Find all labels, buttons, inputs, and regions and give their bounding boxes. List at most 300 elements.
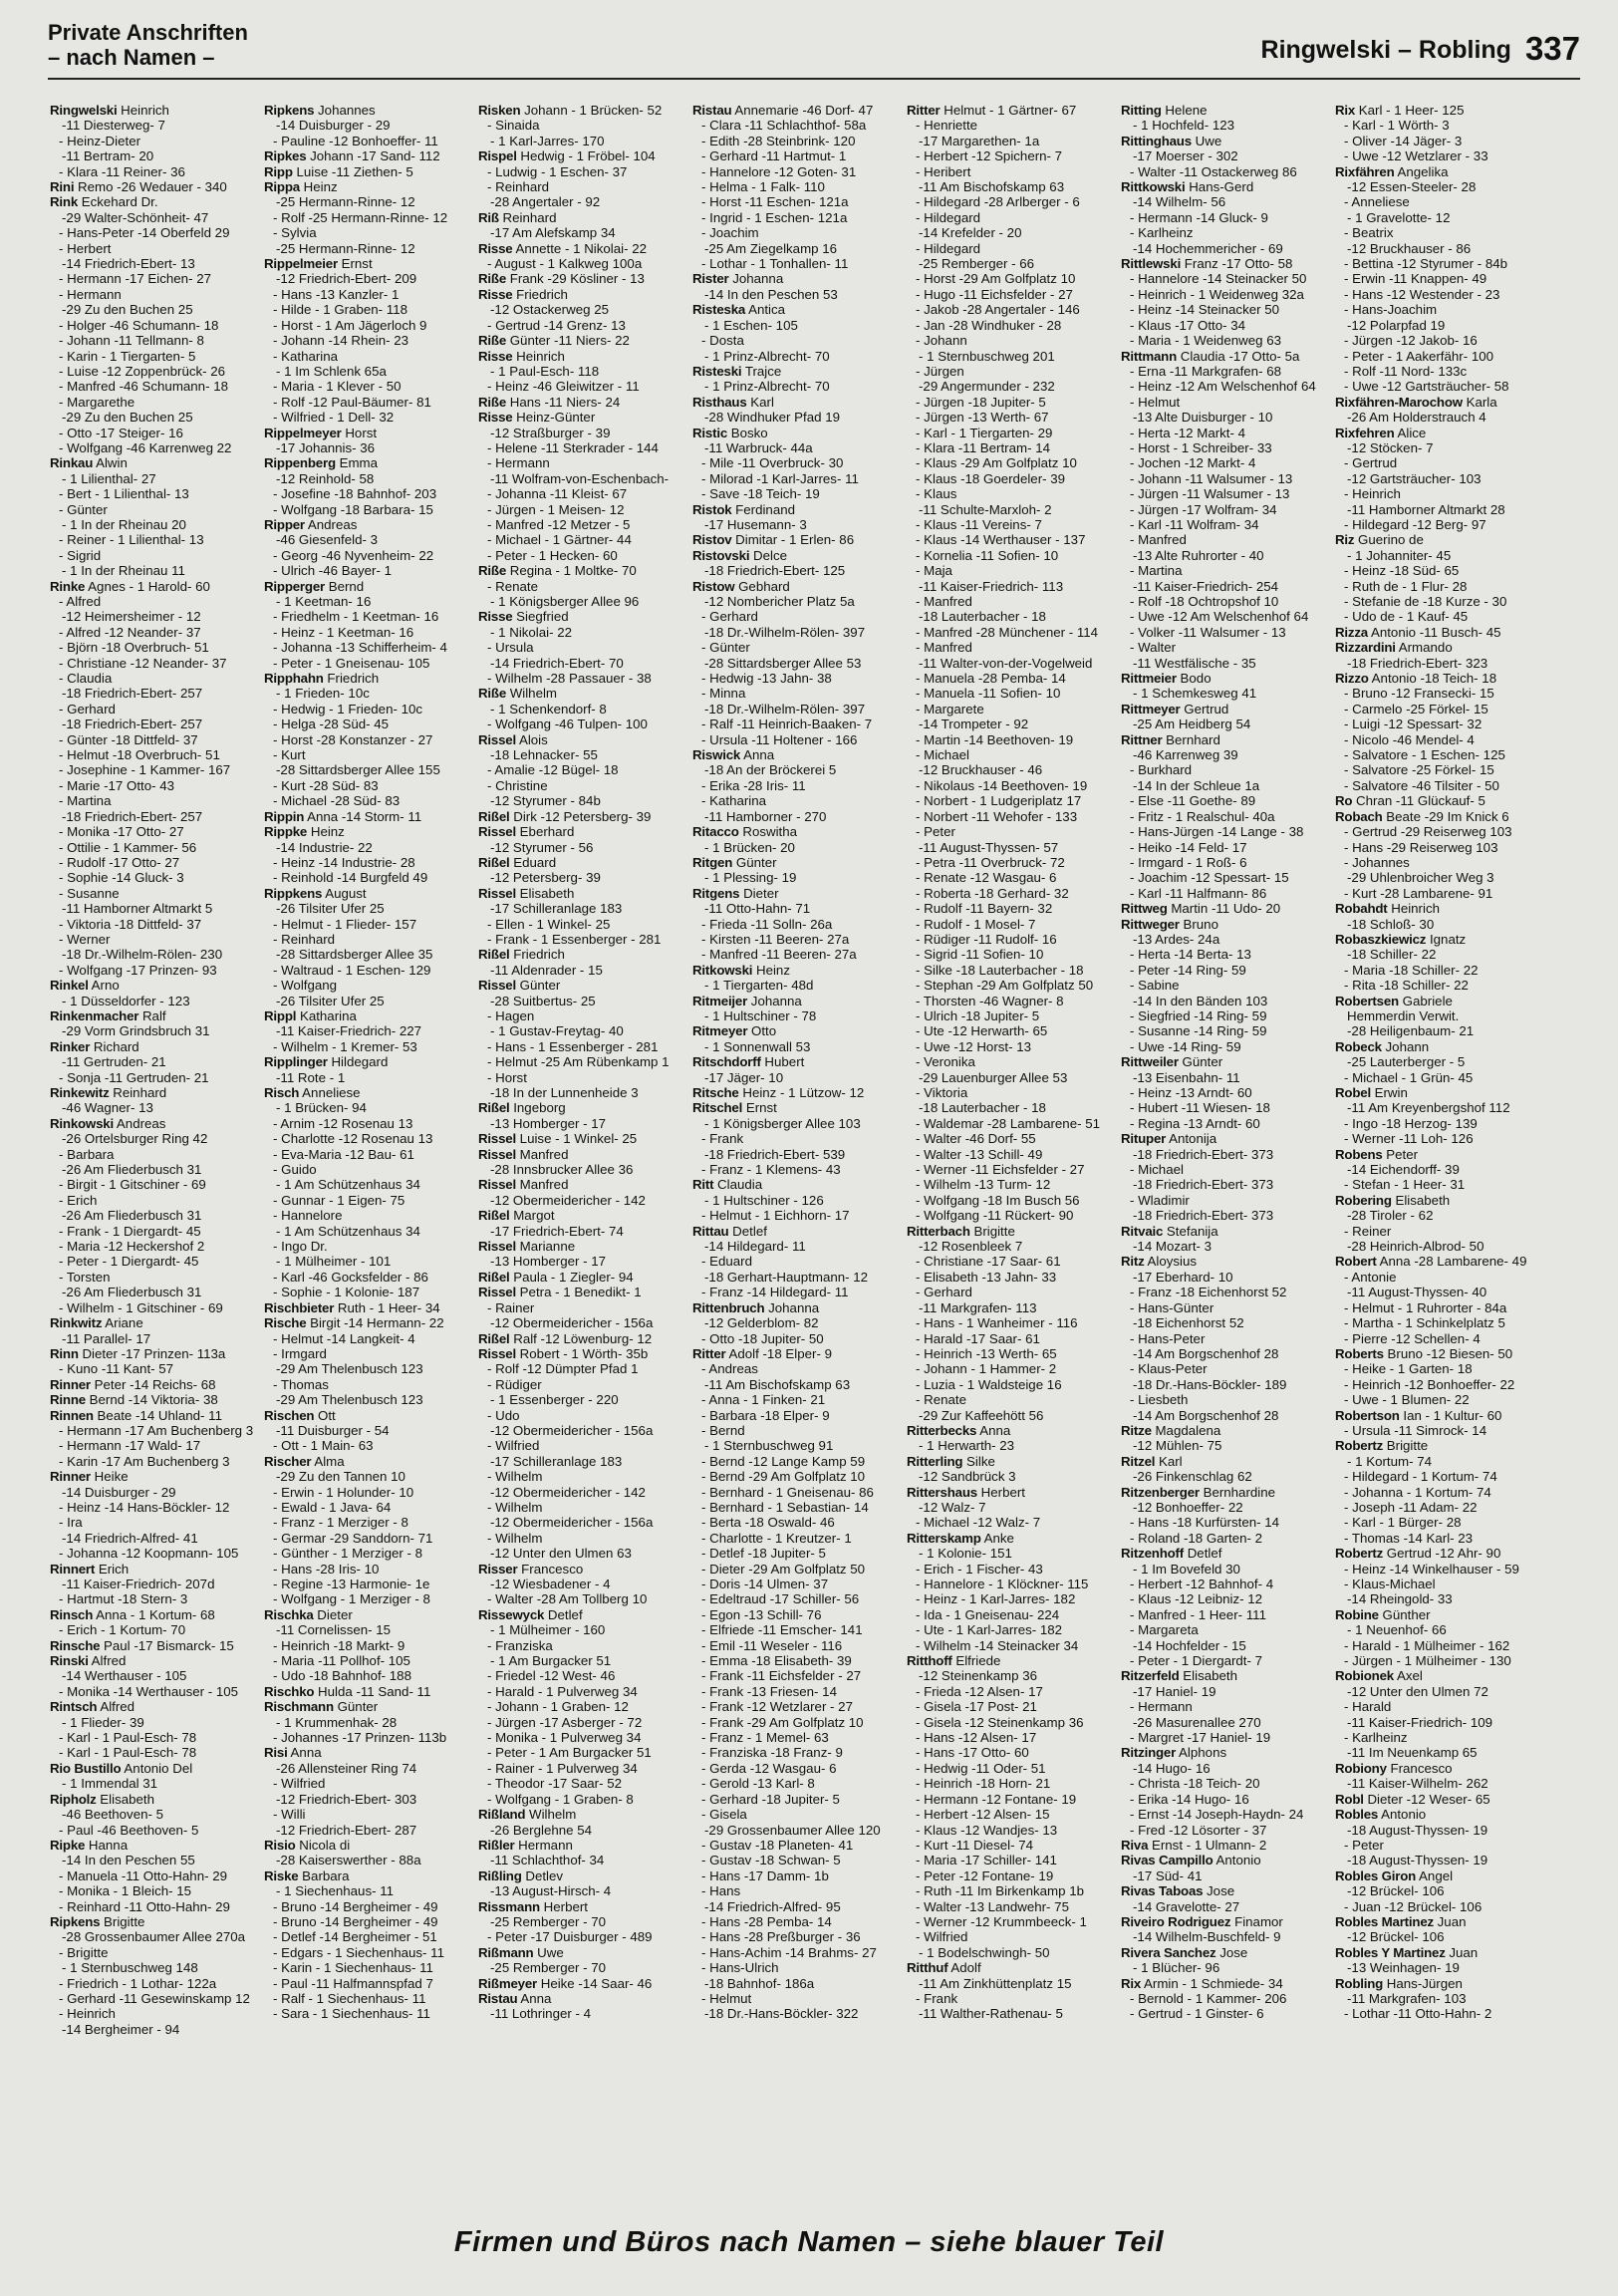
surname-entry (1121, 134, 1335, 148)
address-line: -12 Unter den Ulmen 72 (1347, 1683, 1488, 1699)
continuation-entry: - Alfred (59, 594, 102, 609)
address-line: - 1 Gravelotte- 12 (1347, 209, 1451, 225)
entry-text: Eckehard Dr. (78, 194, 158, 210)
surname-entry (692, 502, 907, 517)
surname-entry (1335, 1039, 1549, 1054)
surname: Robles Y Martinez (1335, 1944, 1446, 1960)
address-line: - 1 Prinz-Albrecht- 70 (704, 379, 830, 395)
entry-text: Reinhard (109, 1085, 167, 1100)
entry-text: Hans -11 Niers- 24 (506, 394, 621, 410)
surname-entry (1121, 1914, 1335, 1929)
address-line: -11 Am Zinkhüttenplatz 15 (919, 1975, 1072, 1991)
surname-entry (1121, 256, 1335, 271)
continuation-entry: - Karin - 1 Tiergarten- 5 (59, 348, 196, 364)
continuation-entry: - Frank -29 Am Golfplatz 10 (701, 1714, 864, 1730)
surname: Ristic (692, 425, 728, 440)
entry-text: Bosko (727, 425, 768, 440)
continuation-entry: - Ursula -11 Simrock- 14 (1344, 1422, 1487, 1438)
address-line: -18 Friedrich-Ebert- 373 (1133, 1177, 1274, 1193)
surname: Rivera Sanchez (1121, 1944, 1216, 1960)
surname: Rittau (692, 1223, 729, 1239)
address-line: -11 Markgrafen- 113 (919, 1299, 1037, 1315)
continuation-entry: - Claudia (59, 671, 113, 687)
continuation-entry: - Hans-Jürgen -14 Lange - 38 (1130, 824, 1304, 840)
continuation-entry: - Gerhard (59, 701, 116, 717)
surname: Ristau (692, 103, 732, 118)
continuation-entry: - Wilfried (487, 1438, 540, 1454)
continuation-entry: - Hans -12 Westender - 23 (1344, 286, 1500, 302)
surname-entry (1121, 1853, 1335, 1867)
surname-entry (478, 1239, 692, 1254)
entry-text: Claudia (713, 1177, 763, 1193)
continuation-entry: - Erika -14 Hugo- 16 (1130, 1791, 1249, 1807)
surname-entry (1121, 671, 1335, 686)
continuation-entry: - Helmut (1130, 394, 1181, 410)
entry-text: Anna (976, 1422, 1011, 1438)
entry-text: Erwin (1370, 1085, 1408, 1100)
entry-text: Detlef (728, 1223, 767, 1239)
continuation-entry: - Gerhard (916, 1285, 972, 1300)
surname-entry (264, 1699, 478, 1714)
continuation-entry: - Juan -12 Brückel- 106 (1344, 1898, 1483, 1914)
continuation-entry: - Amalie -12 Bügel- 18 (487, 762, 619, 778)
address-line: -29 Uhlenbroicher Weg 3 (1347, 870, 1494, 886)
continuation-entry: - Wilhelm -14 Steinacker 34 (916, 1637, 1079, 1653)
entry-text: Bruno -12 Biesen- 50 (1383, 1345, 1513, 1361)
surname-entry (1335, 1945, 1549, 1960)
entry-text: Franz -17 Otto- 58 (1181, 256, 1293, 272)
continuation-entry: - Peter -12 Fontane- 19 (916, 1867, 1054, 1883)
entry-text: Birgit -14 Hermann- 22 (306, 1315, 444, 1331)
continuation-entry: - Detlef -18 Jupiter- 5 (701, 1546, 826, 1562)
surname: Rixfehren (1335, 425, 1395, 440)
continuation-entry: - Andreas (701, 1361, 758, 1377)
surname: Riße (478, 563, 507, 579)
continuation-entry: - Luise -12 Zoppenbrück- 26 (59, 363, 226, 379)
continuation-entry: - Manfred -46 Schumann- 18 (59, 379, 228, 395)
continuation-entry: - Jan -28 Windhuker - 28 (916, 317, 1062, 333)
entry-text: Dimitar - 1 Erlen- 86 (731, 532, 855, 548)
address-line: -12 Bonhoeffer- 22 (1133, 1499, 1243, 1515)
continuation-entry: - Salvatore - 1 Eschen- 125 (1344, 747, 1505, 763)
continuation-entry: - Carmelo -25 Förkel- 15 (1344, 701, 1488, 717)
continuation-entry: - Johann - 1 Graben- 12 (487, 1699, 629, 1715)
page-header (48, 20, 1580, 80)
surname-entry (264, 179, 478, 194)
address-line: -14 Gravelotte- 27 (1133, 1898, 1240, 1914)
address-line: -29 Grossenbaumer Allee 120 (704, 1822, 881, 1838)
surname-entry (692, 302, 907, 317)
address-line: -17 Eberhard- 10 (1133, 1269, 1233, 1285)
continuation-entry: - Manuela -28 Pemba- 14 (916, 671, 1066, 687)
surname-entry (478, 1208, 692, 1223)
continuation-entry: - Thomas (273, 1376, 329, 1392)
surname: Rißling (478, 1867, 522, 1883)
continuation-entry: - Peter - 1 Diergardt- 45 (59, 1254, 199, 1270)
continuation-entry: - Frieda -11 Solln- 26a (701, 916, 833, 932)
surname: Ritzerfeld (1121, 1668, 1180, 1684)
continuation-entry: - Gustav -18 Schwan- 5 (701, 1853, 841, 1868)
entry-text: Anneliese (299, 1085, 361, 1100)
continuation-entry: - Bruno -14 Bergheimer - 49 (273, 1913, 438, 1929)
continuation-entry: - Michael (916, 747, 969, 763)
surname-entry (1121, 732, 1335, 747)
address-line: -14 In den Peschen 53 (704, 286, 838, 302)
surname: Rix (1121, 1975, 1142, 1991)
entry-text: Dieter -17 Prinzen- 113a (78, 1345, 226, 1361)
surname-entry (1335, 1193, 1549, 1208)
surname-entry (264, 809, 478, 824)
address-line: - 1 Schenkendorf- 8 (490, 701, 607, 717)
continuation-entry: - Charlotte -12 Rosenau 13 (273, 1131, 433, 1147)
surname-entry (264, 886, 478, 901)
entry-text: Agnes - 1 Harold- 60 (85, 578, 210, 594)
address-line: -14 Am Borgschenhof 28 (1133, 1407, 1279, 1423)
continuation-entry: - Harald - 1 Pulverweg 34 (487, 1683, 638, 1699)
continuation-entry: - Uwe -12 Am Welschenhof 64 (1130, 609, 1309, 625)
directory-column (1335, 103, 1549, 2211)
continuation-entry: - Gerda -12 Wasgau- 6 (701, 1760, 837, 1776)
continuation-entry: - Karl -46 Gocksfelder - 86 (273, 1269, 428, 1285)
entry-text: Beate -14 Uhland- 11 (93, 1407, 222, 1423)
address-line: -26 Am Fliederbusch 31 (62, 1208, 202, 1224)
continuation-entry: - Renate (487, 578, 538, 594)
address-line: -18 Gerhart-Hauptmann- 12 (704, 1269, 869, 1285)
address-line: -28 Kaiserswerther - 88a (276, 1853, 421, 1868)
surname-entry (1335, 1438, 1549, 1453)
surname: Robles (1335, 1807, 1379, 1823)
entry-text: Marianne (515, 1239, 576, 1255)
surname: Rinkewitz (50, 1085, 110, 1100)
surname: Robahdt (1335, 901, 1388, 917)
continuation-entry: - Heike - 1 Garten- 18 (1344, 1361, 1473, 1377)
entry-text: Johanna (747, 993, 802, 1008)
surname-entry (478, 1945, 692, 1960)
continuation-entry: - Martina (1130, 563, 1183, 579)
section-title-line2: – nach Namen – (48, 45, 215, 70)
surname-entry (478, 210, 692, 225)
continuation-entry: - Ruth de - 1 Flur- 28 (1344, 578, 1468, 594)
continuation-entry: - Rudolf -11 Bayern- 32 (916, 901, 1053, 917)
continuation-entry: - Jürgen - 1 Meisen- 12 (487, 501, 625, 517)
entry-text: Reinhard (498, 209, 557, 225)
continuation-entry: - Herta -14 Berta- 13 (1130, 947, 1251, 963)
entry-text: Elisabeth (1391, 1192, 1451, 1208)
address-line: -18 Friedrich-Ebert- 323 (1347, 655, 1488, 671)
entry-text: Antonio Del (121, 1760, 193, 1776)
address-line: -14 Eichendorff- 39 (1347, 1162, 1460, 1178)
surname: Ritz (1121, 1254, 1145, 1270)
continuation-entry: - Ruth -11 Im Birkenkamp 1b (916, 1883, 1084, 1899)
address-line: -14 Hildegard- 11 (704, 1239, 806, 1255)
entry-text: Antica (745, 302, 786, 318)
continuation-entry: - Kirsten -11 Beeren- 27a (701, 931, 850, 947)
address-line: -11 August-Thyssen- 40 (1347, 1285, 1487, 1300)
address-line: -17 Johannis- 36 (276, 439, 376, 455)
continuation-entry: - Erich - 1 Kortum- 70 (59, 1622, 186, 1638)
continuation-entry: - Holger -46 Schumann- 18 (59, 317, 219, 333)
surname-entry (50, 1699, 264, 1714)
entry-text: Aloysius (1144, 1254, 1198, 1270)
continuation-entry: - Klaus -12 Wandjes- 13 (916, 1822, 1058, 1838)
surname: Rix (1335, 103, 1356, 118)
surname: Robeck (1335, 1038, 1382, 1054)
address-line: -14 Duisburger - 29 (62, 1484, 176, 1500)
continuation-entry: - Luigi -12 Spessart- 32 (1344, 717, 1483, 732)
continuation-entry: - Helga -28 Süd- 45 (273, 717, 390, 732)
surname-entry (907, 1485, 1121, 1500)
continuation-entry: - Manfred -11 Beeren- 27a (701, 947, 857, 963)
continuation-entry: - Heinz -14 Steinacker 50 (1130, 302, 1280, 318)
entry-text: Barbara (298, 1867, 350, 1883)
continuation-entry: - Rainer - 1 Pulverweg 34 (487, 1760, 638, 1776)
surname: Rittmeier (1121, 671, 1177, 687)
continuation-entry: - Günter -18 Dittfeld- 37 (59, 731, 198, 747)
surname-entry (50, 1761, 264, 1776)
continuation-entry: - Reinhard -11 Otto-Hahn- 29 (59, 1898, 230, 1914)
continuation-entry: - Maja (916, 563, 952, 579)
surname-entry (907, 1454, 1121, 1469)
continuation-entry: - Herbert -12 Bahnhof- 4 (1130, 1577, 1274, 1591)
entry-text: Beate -29 Im Knick 6 (1382, 808, 1509, 824)
continuation-entry: - Uwe -12 Gartsträucher- 58 (1344, 379, 1509, 395)
continuation-entry: - Jürgen - 1 Mülheimer - 130 (1344, 1653, 1511, 1669)
surname-entry (478, 1899, 692, 1914)
surname: Rißmeyer (478, 1975, 538, 1991)
surname: Rißler (478, 1837, 515, 1853)
address-line: -17 Am Alefskamp 34 (490, 225, 616, 241)
surname: Rinkenmacher (50, 1007, 139, 1023)
address-line: - 1 Blücher- 96 (1133, 1960, 1220, 1976)
continuation-entry: - Viktoria -18 Dittfeld- 37 (59, 916, 202, 932)
continuation-entry: - Ellen - 1 Winkel- 25 (487, 916, 611, 932)
address-line: -28 Innsbrucker Allee 36 (490, 1162, 634, 1178)
entry-text: Herbert (976, 1484, 1025, 1500)
continuation-entry: - Ingo -18 Herzog- 139 (1344, 1115, 1478, 1131)
entry-text: Heike (90, 1469, 129, 1485)
surname: Ristau (478, 1990, 518, 2006)
entry-text: Katharina (296, 1007, 357, 1023)
surname: Ritter (692, 1345, 726, 1361)
continuation-entry: - Hans -29 Reiserweg 103 (1344, 839, 1498, 855)
entry-text: Siegfried (512, 609, 569, 625)
surname-entry (1335, 426, 1549, 440)
continuation-entry: - Wladimir (1130, 1192, 1190, 1208)
entry-text: Heinrich (1387, 901, 1440, 917)
surname-entry (478, 271, 692, 286)
continuation-entry: - Hildegard -28 Arlberger - 6 (916, 194, 1080, 210)
address-line: -28 Angertaler - 92 (490, 194, 601, 210)
address-line: -25 Remberger - 70 (490, 1913, 607, 1929)
continuation-entry: - Else -11 Goethe- 89 (1130, 793, 1256, 809)
continuation-entry: - Anna - 1 Finken- 21 (701, 1392, 826, 1408)
entry-text: Johann - 1 Brücken- 52 (520, 103, 663, 118)
address-line: -25 Remberger - 66 (919, 256, 1035, 272)
continuation-entry: - Rudolf - 1 Mosel- 7 (916, 916, 1036, 932)
surname-entry (478, 563, 692, 578)
continuation-entry: - Rolf -11 Nord- 133c (1344, 363, 1468, 379)
continuation-entry: - Edith -28 Steinbrink- 120 (701, 133, 856, 148)
continuation-entry: - Hans -12 Alsen- 17 (916, 1730, 1037, 1746)
entry-text: Karl (746, 394, 774, 410)
surname: Ritvaic (1121, 1223, 1164, 1239)
address-line: - 1 Kortum- 74 (1347, 1453, 1432, 1469)
entry-text: Richard (90, 1038, 139, 1054)
surname: Ritzel (1121, 1453, 1156, 1469)
surname: Rissel (478, 885, 516, 901)
continuation-entry: - Walter -13 Schill- 49 (916, 1146, 1043, 1162)
address-line: - 1 Brücken- 20 (704, 839, 795, 855)
continuation-entry: - Johann -11 Walsumer - 13 (1130, 470, 1293, 486)
surname-entry (1335, 1807, 1549, 1822)
surname: Robles Giron (1335, 1867, 1417, 1883)
surname: Risse (478, 410, 513, 426)
surname-entry (1335, 625, 1549, 640)
continuation-entry: - Maria - 1 Klever - 50 (273, 379, 402, 395)
surname: Risteska (692, 302, 746, 318)
continuation-entry: - Johanna - 1 Kortum- 74 (1344, 1484, 1491, 1500)
surname-entry (478, 1331, 692, 1346)
continuation-entry: - Jürgen -17 Wolfram- 34 (1130, 501, 1277, 517)
continuation-entry: - Emil -11 Weseler - 116 (701, 1637, 843, 1653)
address-line: -14 Friedrich-Alfred- 41 (62, 1530, 198, 1546)
entry-text: Martin -11 Udo- 20 (1167, 901, 1281, 917)
surname-entry (907, 1531, 1121, 1546)
address-line: -14 Industrie- 22 (276, 839, 373, 855)
surname-entry (478, 978, 692, 993)
continuation-entry: - Karl - 1 Tiergarten- 29 (916, 425, 1053, 440)
continuation-entry: - Joachim (701, 225, 759, 241)
surname: Ritthuf (907, 1960, 948, 1976)
surname: Ristov (692, 532, 732, 548)
entry-text: Bernd -14 Viktoria- 38 (85, 1392, 218, 1408)
surname-entry (264, 148, 478, 163)
address-line: -18 Friedrich-Ebert- 257 (62, 686, 203, 702)
continuation-entry: - Monika - 1 Pulverweg 34 (487, 1730, 642, 1746)
entry-text: Ingeborg (509, 1100, 566, 1116)
continuation-entry: - Josephine - 1 Kammer- 167 (59, 762, 231, 778)
surname: Rittenbruch (692, 1299, 765, 1315)
address-line: -13 Ardes- 24a (1133, 931, 1220, 947)
continuation-entry: - Nikolaus -14 Beethoven- 19 (916, 777, 1088, 793)
continuation-entry: - Ursula -11 Holtener - 166 (701, 731, 858, 747)
surname: Riswick (692, 747, 741, 763)
continuation-entry: - Erna -11 Markgrafen- 68 (1130, 363, 1281, 379)
surname-entry (1121, 179, 1335, 194)
address-line: -12 Wiesbadener - 4 (490, 1577, 611, 1591)
entry-text: Dirk -12 Petersberg- 39 (509, 808, 652, 824)
continuation-entry: - Peter -17 Duisburger - 489 (487, 1929, 653, 1945)
surname: Rittmann (1121, 348, 1178, 364)
continuation-entry: - Roland -18 Garten- 2 (1130, 1530, 1263, 1546)
continuation-entry: - Elisabeth -13 Jahn- 33 (916, 1269, 1057, 1285)
directory-column (1121, 103, 1335, 2211)
surname-entry (264, 1054, 478, 1069)
continuation-entry: - Ludwig - 1 Eschen- 37 (487, 163, 628, 179)
continuation-entry: - Johann -14 Rhein- 23 (273, 333, 409, 349)
continuation-entry: - Peter (916, 824, 955, 840)
entry-text: Günter (1178, 1054, 1223, 1070)
entry-text: Arno (88, 978, 120, 994)
continuation-entry: - Ott - 1 Main- 63 (273, 1438, 374, 1454)
continuation-entry: - Klaus-Peter (1130, 1361, 1208, 1377)
continuation-entry: - Siegfried -14 Ring- 59 (1130, 1007, 1267, 1023)
address-line: -14 Bergheimer - 94 (62, 2021, 180, 2037)
entry-text: Detlef (544, 1606, 583, 1622)
section-title-line1: Private Anschriften (48, 20, 248, 45)
address-line: -11 Im Neuenkamp 65 (1347, 1745, 1478, 1761)
continuation-entry: - Heiko -14 Feld- 17 (1130, 839, 1247, 855)
surname-entry (478, 1100, 692, 1115)
continuation-entry: - Theodor -17 Saar- 52 (487, 1776, 623, 1792)
continuation-entry: - Udo -18 Bahnhof- 188 (273, 1668, 411, 1684)
entry-text: Heinrich (512, 348, 565, 364)
continuation-entry: - Günter (701, 640, 750, 656)
surname-entry (1335, 1346, 1549, 1361)
continuation-entry: - Helmut -18 Overbruch- 51 (59, 747, 220, 763)
address-line: -12 Essen-Steeler- 28 (1347, 179, 1477, 195)
continuation-entry: - Peter -14 Ring- 59 (1130, 962, 1246, 978)
entry-text: Ott (314, 1407, 336, 1423)
continuation-entry: - Ida - 1 Gneisenau- 224 (916, 1606, 1060, 1622)
surname-entry (1335, 1976, 1549, 1991)
address-line: -12 Heimersheimer - 12 (62, 609, 201, 625)
continuation-entry: - Wilfried (273, 1776, 326, 1792)
surname: Robine (1335, 1606, 1379, 1622)
address-line: -11 Hamborner Altmarkt 5 (62, 901, 213, 917)
continuation-entry: - Bruno -14 Bergheimer - 49 (273, 1898, 438, 1914)
continuation-entry: - Hartmut -18 Stern- 3 (59, 1591, 188, 1607)
continuation-entry: - Bernd -29 Am Golfplatz 10 (701, 1469, 866, 1485)
surname-entry (264, 1408, 478, 1423)
continuation-entry: - Kurt -28 Süd- 83 (273, 777, 379, 793)
address-line: -11 Diesterweg- 7 (62, 118, 165, 134)
entry-text: Uwe (533, 1944, 564, 1960)
surname-entry (478, 410, 692, 425)
continuation-entry: - Hermann (487, 455, 550, 471)
surname: Robaszkiewicz (1335, 931, 1427, 947)
surname-entry (907, 1653, 1121, 1668)
address-line: -12 Bruckhauser - 46 (919, 762, 1043, 778)
entry-text: Elisabeth (1179, 1668, 1237, 1684)
continuation-entry: - Mile -11 Overbruck- 30 (701, 455, 844, 471)
surname-entry (50, 1653, 264, 1668)
continuation-entry: - Wolfgang -17 Prinzen- 93 (59, 962, 217, 978)
surname-entry (50, 1085, 264, 1100)
continuation-entry: - Hildegard (916, 209, 981, 225)
surname-entry (692, 1100, 907, 1115)
continuation-entry: - Norbert -11 Wehofer - 133 (916, 808, 1078, 824)
entry-text: Uwe (1191, 133, 1222, 148)
continuation-entry: - Helmut - 1 Ruhrorter - 84a (1344, 1299, 1507, 1315)
continuation-entry: - Klaus -12 Leibniz- 12 (1130, 1591, 1263, 1607)
continuation-entry: - Ute -12 Herwarth- 65 (916, 1023, 1048, 1039)
address-line: -13 August-Hirsch- 4 (490, 1883, 612, 1899)
surname-entry (1121, 1485, 1335, 1500)
continuation-entry: - Hans-Peter (1130, 1330, 1206, 1346)
continuation-entry: - Luzia - 1 Waldsteige 16 (916, 1376, 1062, 1392)
surname: Rinner (50, 1376, 91, 1392)
continuation-entry: - Horst -28 Konstanzer - 27 (273, 731, 433, 747)
continuation-entry: - Hans - 1 Wanheimer - 116 (916, 1315, 1078, 1331)
address-line: -11 Kaiser-Wilhelm- 262 (1347, 1776, 1488, 1792)
surname: Rißel (478, 808, 510, 824)
address-line: -13 Eisenbahn- 11 (1133, 1069, 1240, 1085)
entry-text: Karla (1462, 394, 1497, 410)
surname: Rippkens (264, 885, 323, 901)
address-line: -12 Bruckhauser - 86 (1347, 240, 1472, 256)
continuation-entry: - Heinz-Dieter (59, 133, 141, 148)
